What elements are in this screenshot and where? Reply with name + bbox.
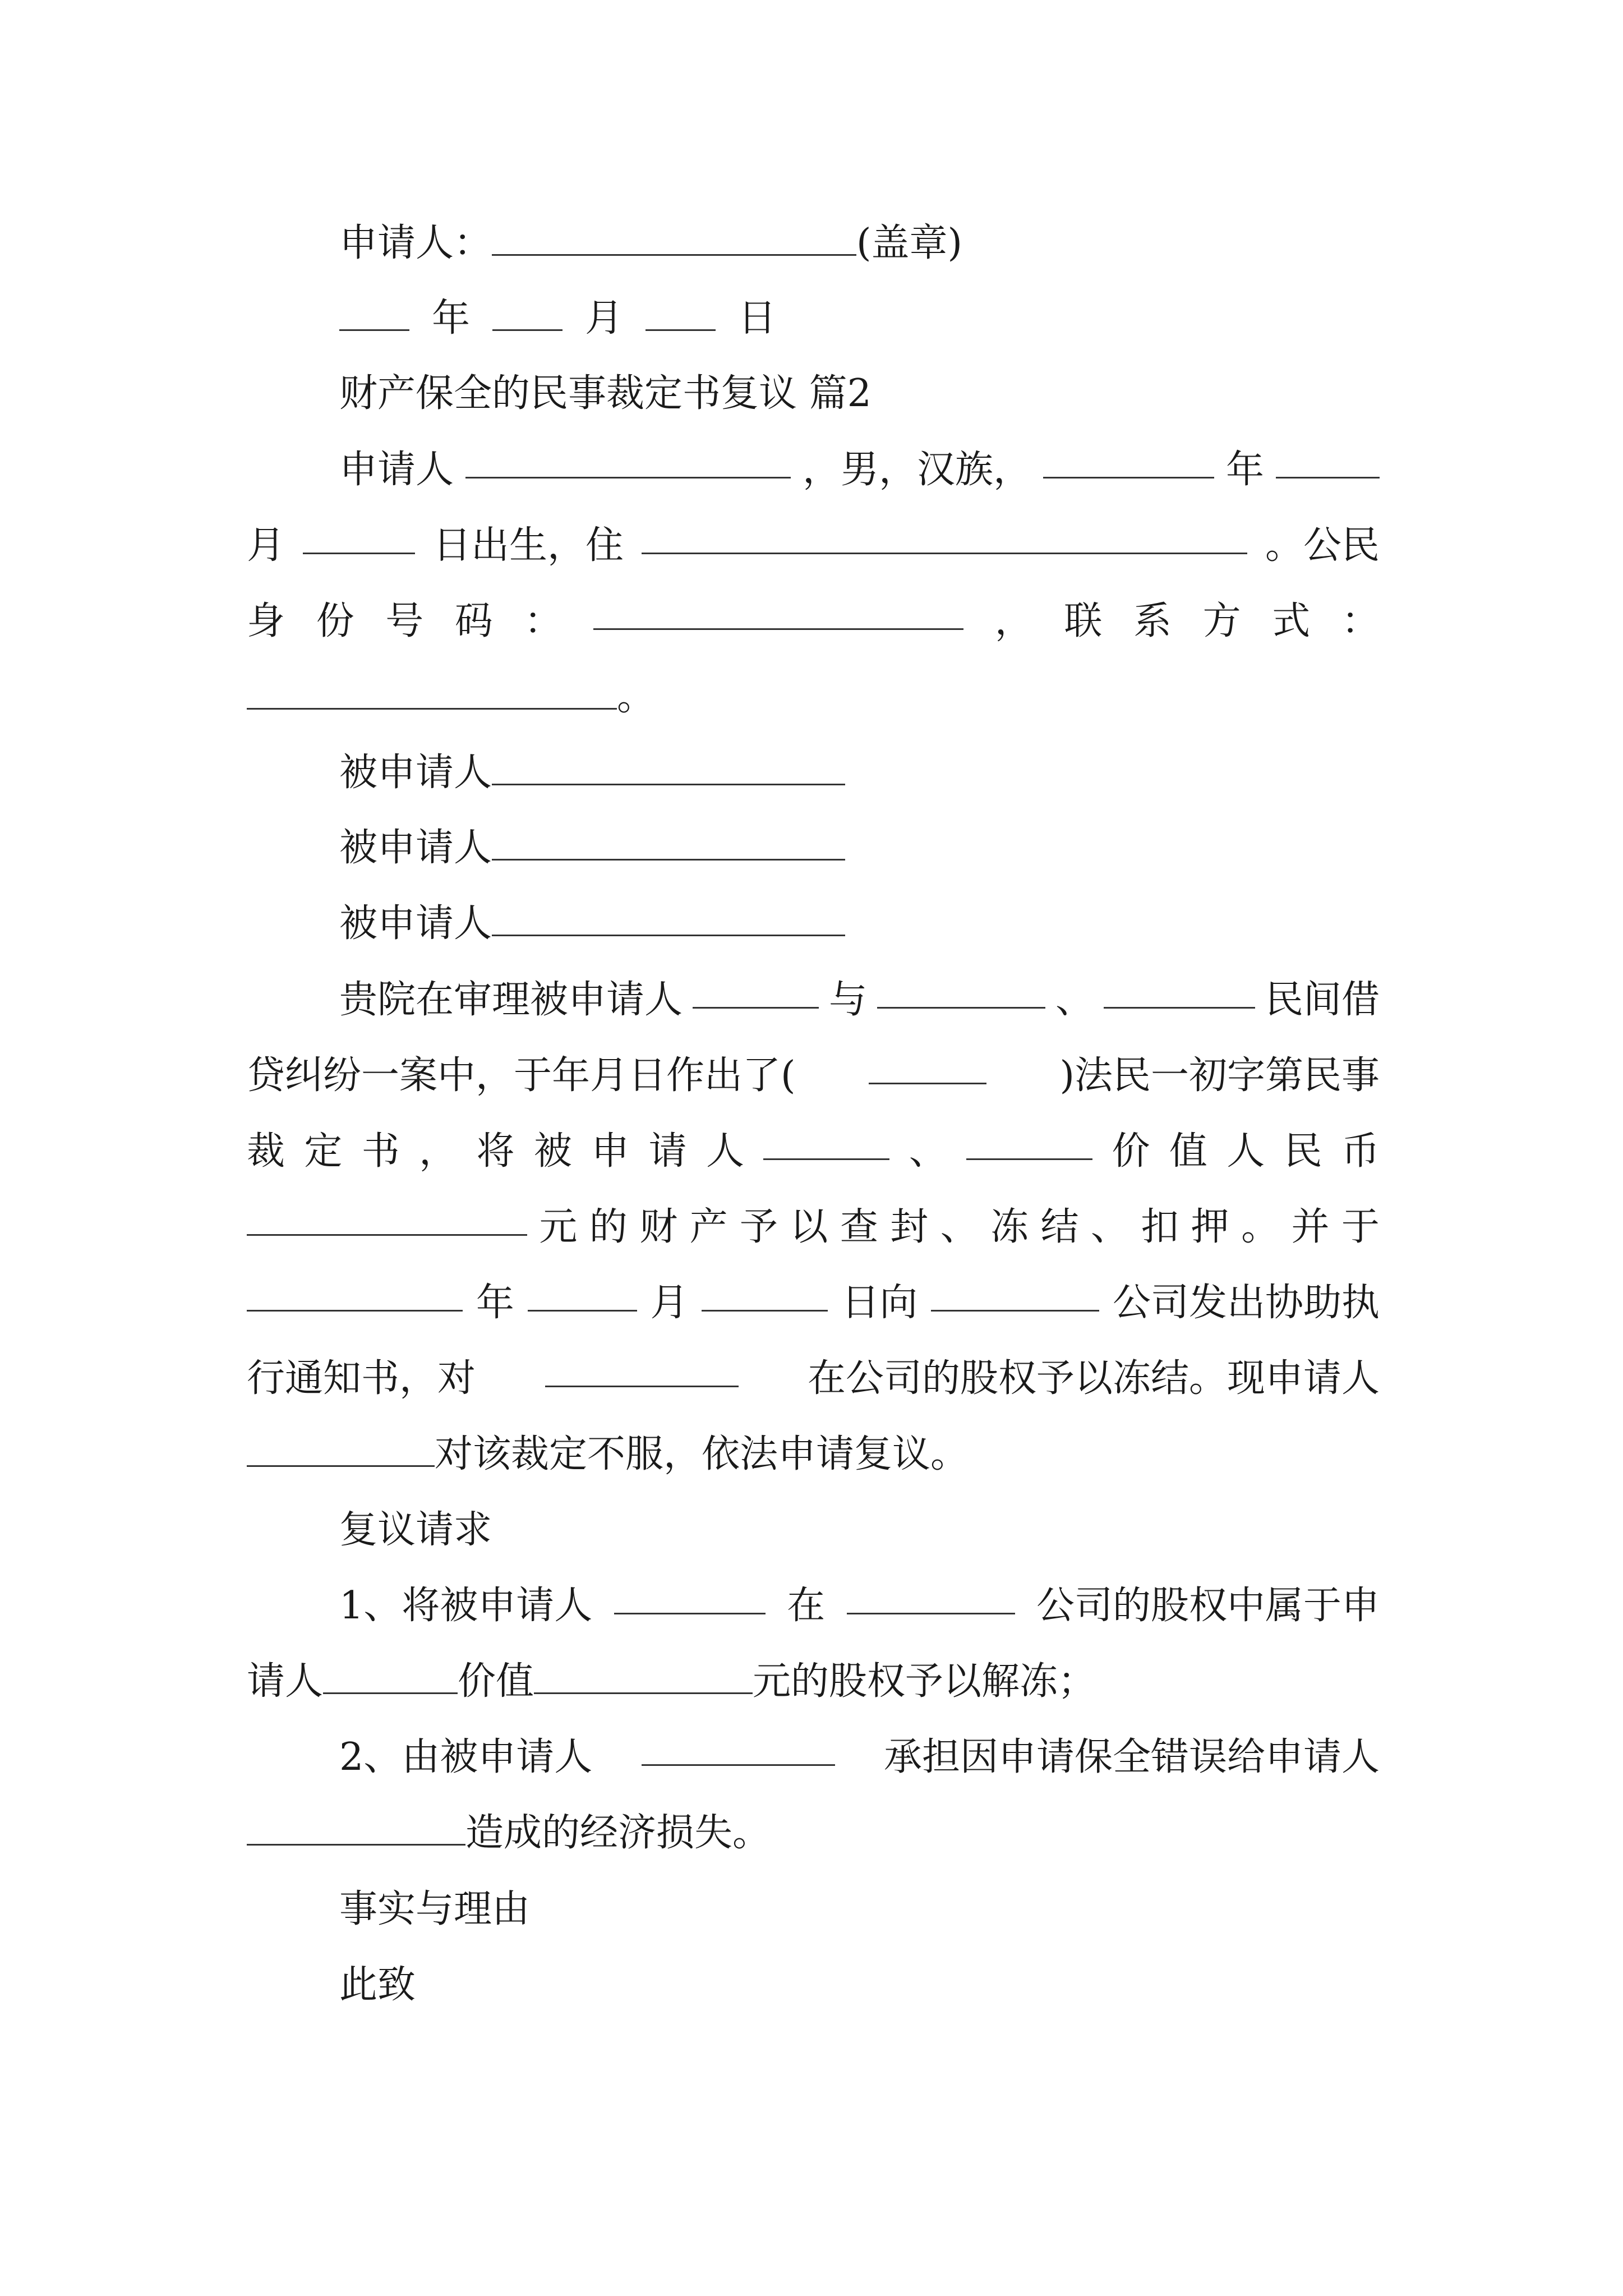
case-year-blank[interactable]: [869, 1048, 986, 1084]
body-char: 结: [1040, 1205, 1079, 1249]
body-char: 请: [648, 1129, 687, 1174]
applicant-signature-line: [339, 215, 962, 272]
request-text: 公司的股权中属于申: [1036, 1584, 1380, 1628]
respondent-label: 被申请人: [339, 826, 492, 870]
id-label-char: ，: [994, 599, 1033, 643]
applicant-info-line-4: [247, 669, 655, 725]
request-1-line-2: [247, 1654, 1096, 1710]
respondent-label: 被申请人: [339, 751, 492, 795]
respondent-blank[interactable]: [545, 1351, 739, 1387]
body-char: 币: [1341, 1129, 1380, 1174]
applicant-info-label: 申请人: [339, 448, 454, 492]
applicant-blank[interactable]: [247, 1809, 465, 1846]
respondent-blank[interactable]: [614, 1578, 766, 1614]
year-blank[interactable]: [339, 295, 409, 331]
request-text: 1、将被申请人: [339, 1584, 593, 1628]
body-text: 月: [650, 1281, 689, 1325]
party-blank[interactable]: [877, 972, 1045, 1009]
respondent-line-3: [339, 896, 845, 952]
respondent-blank[interactable]: [763, 1124, 889, 1160]
amount-blank[interactable]: [534, 1658, 753, 1694]
body-text: 贷纠纷一案中，于年月日作出了(: [247, 1053, 796, 1098]
month-blank[interactable]: [492, 295, 562, 331]
body-char: 定: [304, 1129, 343, 1174]
company-blank[interactable]: [847, 1578, 1015, 1614]
citizen-label: 。公民: [1265, 523, 1380, 568]
birth-day-residence-label: 日出生，住: [432, 523, 624, 568]
body-text: 在公司的股权予以冻结。现申请人: [807, 1356, 1380, 1401]
body-char: 以: [790, 1205, 828, 1249]
body-char: 、: [1090, 1205, 1129, 1249]
section-title: 财产保全的民事裁定书复议 篇2: [339, 371, 872, 416]
request-2-line-2: [247, 1805, 771, 1861]
body-text: 、: [1055, 978, 1094, 1022]
respondent-line-2: [339, 820, 845, 876]
body-char: 封: [890, 1205, 929, 1249]
body-char: 、: [909, 1129, 947, 1174]
body-char: 。: [1241, 1205, 1280, 1249]
respondent-blank[interactable]: [492, 824, 845, 861]
body-char: 将: [476, 1129, 515, 1174]
body-text: 日向: [841, 1281, 918, 1325]
applicant-info-line-2: [247, 518, 1380, 574]
body-char: 押: [1191, 1205, 1229, 1249]
body-char: 查: [840, 1205, 878, 1249]
body-text: 与: [828, 978, 867, 1022]
birth-day-blank[interactable]: [303, 518, 415, 554]
company-blank[interactable]: [931, 1275, 1099, 1312]
body-char: 书: [361, 1129, 400, 1174]
day-blank[interactable]: [645, 295, 716, 331]
residence-blank[interactable]: [642, 518, 1247, 554]
facts-heading: 事实与理由: [339, 1887, 531, 1931]
body-char: 价: [1112, 1129, 1150, 1174]
body-line-5: [247, 1275, 1380, 1331]
body-char: 产: [689, 1205, 728, 1249]
contact-label-char: ：: [1341, 599, 1380, 643]
month-label: 月: [585, 296, 624, 341]
request-text: 2、由被申请人: [339, 1735, 593, 1779]
request-text: 元的股权予以解冻；: [753, 1659, 1096, 1704]
request-text: 请人: [247, 1659, 324, 1704]
body-char: 的: [589, 1205, 628, 1249]
contact-label-char: 方: [1202, 599, 1241, 643]
contact-label-char: 式: [1272, 599, 1311, 643]
applicant-label: 申请人：: [339, 221, 492, 265]
applicant-blank[interactable]: [247, 1430, 435, 1467]
body-line-4: [247, 1199, 1380, 1255]
body-char: 值: [1169, 1129, 1207, 1174]
applicant-signature-blank[interactable]: [492, 219, 856, 256]
contact-label-char: 联: [1064, 599, 1103, 643]
applicant-info-line-3: [247, 593, 1380, 650]
request-text: 承担因申请保全错误给申请人: [883, 1735, 1380, 1779]
closing-salutation: 此致: [339, 1963, 416, 2007]
id-label-char: 身: [247, 599, 285, 643]
year-label: 年: [432, 296, 471, 341]
body-char: 民: [1284, 1129, 1322, 1174]
body-text: )法民一初字第民事: [1059, 1053, 1380, 1098]
request-2-line-1: [247, 1729, 1380, 1786]
body-char: ，: [419, 1129, 458, 1174]
respondent-name-blank[interactable]: [693, 972, 819, 1009]
applicant-name-blank[interactable]: [465, 442, 791, 478]
body-line-6: [247, 1351, 1380, 1407]
party-blank[interactable]: [1104, 972, 1255, 1009]
body-char: 被: [533, 1129, 572, 1174]
birth-year-blank[interactable]: [1043, 442, 1214, 478]
body-line-2: [247, 1048, 1380, 1104]
amount-blank[interactable]: [247, 1199, 527, 1236]
body-char: 、: [940, 1205, 979, 1249]
contact-label-char: 系: [1133, 599, 1172, 643]
body-line-1: [247, 972, 1380, 1028]
respondent-blank[interactable]: [966, 1124, 1092, 1160]
respondent-blank[interactable]: [642, 1729, 835, 1766]
body-char: 元: [539, 1205, 578, 1249]
body-text: 贵院在审理被申请人: [339, 978, 683, 1022]
body-text: 公司发出协助执: [1112, 1281, 1380, 1325]
body-char: 裁: [247, 1129, 285, 1174]
body-char: 人: [706, 1129, 745, 1174]
request-text: 在: [787, 1584, 826, 1628]
body-char: 申: [591, 1129, 630, 1174]
body-char: 并: [1291, 1205, 1330, 1249]
contact-end: 。: [617, 675, 656, 719]
id-label-char: 份: [316, 599, 354, 643]
applicant-blank[interactable]: [323, 1658, 458, 1694]
respondent-blank[interactable]: [492, 900, 845, 936]
request-text: 造成的经济损失。: [465, 1811, 771, 1855]
applicant-gender-ethnicity: ，男，汉族，: [802, 448, 1031, 492]
notice-month-blank[interactable]: [528, 1275, 637, 1312]
body-text: 对该裁定不服，依法申请复议。: [435, 1432, 969, 1476]
requests-heading: 复议请求: [339, 1508, 492, 1552]
body-char: 予: [740, 1205, 778, 1249]
body-char: 于: [1341, 1205, 1380, 1249]
id-label-char: 号: [385, 599, 424, 643]
notice-day-blank[interactable]: [702, 1275, 828, 1312]
body-char: 财: [639, 1205, 678, 1249]
seal-note: (盖章): [856, 221, 963, 265]
body-line-7: [247, 1427, 969, 1483]
birth-month-label: 月: [247, 523, 285, 568]
body-line-3: [247, 1124, 1380, 1180]
notice-year-blank[interactable]: [247, 1275, 463, 1312]
applicant-info-line-1: [247, 442, 1380, 498]
body-text: 民间借: [1265, 978, 1380, 1022]
birth-year-label: 年: [1225, 448, 1264, 492]
id-label-char: 码: [454, 599, 493, 643]
respondent-line-1: [339, 745, 845, 801]
body-char: 冻: [990, 1205, 1029, 1249]
id-number-blank[interactable]: [593, 593, 963, 630]
contact-blank[interactable]: [247, 673, 617, 710]
respondent-blank[interactable]: [492, 749, 845, 785]
body-char: 扣: [1141, 1205, 1179, 1249]
date-line: [339, 291, 799, 347]
birth-month-blank[interactable]: [1276, 442, 1380, 478]
body-text: 行通知书，对: [247, 1356, 476, 1401]
request-text: 价值: [458, 1659, 534, 1704]
body-text: 年: [476, 1281, 514, 1325]
id-label-char: ：: [524, 599, 562, 643]
respondent-label: 被申请人: [339, 901, 492, 946]
body-char: 人: [1227, 1129, 1265, 1174]
day-label: 日: [738, 296, 777, 341]
request-1-line-1: [247, 1578, 1380, 1634]
